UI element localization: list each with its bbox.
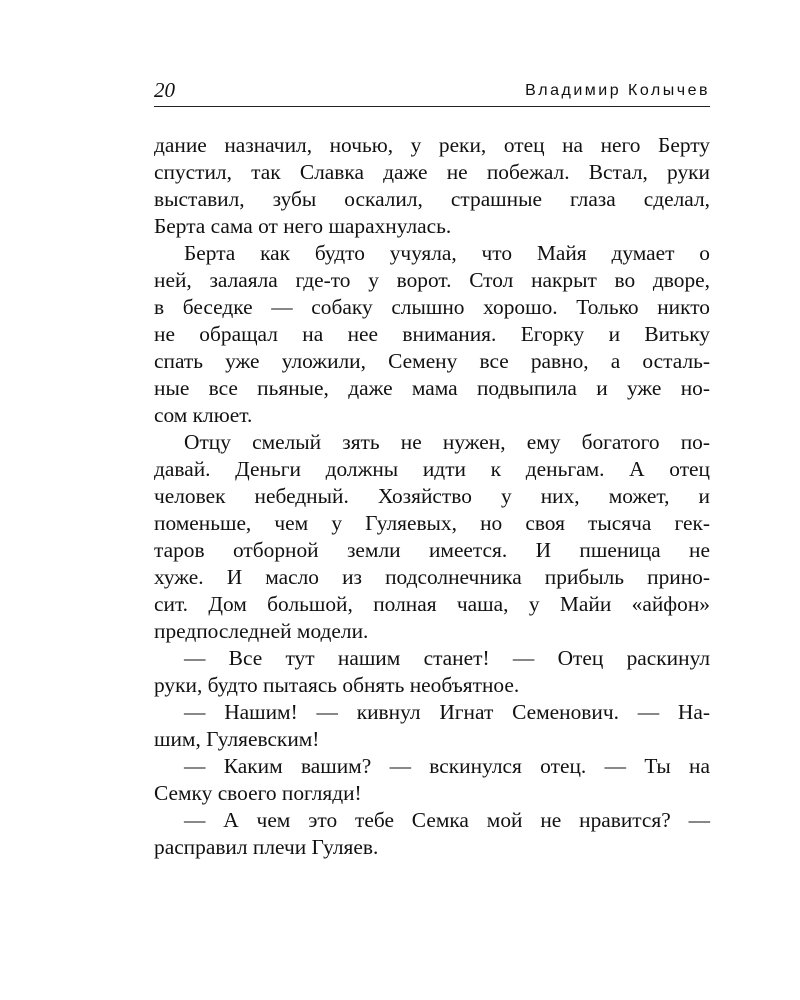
text-line: таров отборной земли имеется. И пшеница не: [154, 538, 710, 562]
text-line: спать уже уложили, Семену все равно, а осталь-: [154, 349, 710, 373]
text-line: — Все тут нашим станет! — Отец раскинул: [184, 646, 710, 670]
paragraph-6: [154, 753, 710, 807]
paragraph-1: [154, 132, 710, 240]
page-number: 20: [154, 78, 175, 102]
text-line: шим, Гуляевским!: [154, 727, 320, 751]
paragraph-4: [154, 645, 710, 699]
text-line: — А чем это тебе Семка мой не нравится? —: [184, 808, 710, 832]
paragraph-3: [154, 429, 710, 645]
paragraph-2: [154, 240, 710, 429]
paragraph-5: [154, 699, 710, 753]
text-line: не обращал на нее внимания. Егорку и Витьку: [154, 322, 710, 346]
text-line: — Нашим! — кивнул Игнат Семенович. — На-: [184, 700, 710, 724]
author-name: Владимир Колычев: [525, 82, 710, 99]
text-line: выставил, зубы оскалил, страшные глаза сделал,: [154, 187, 710, 211]
text-line: руки, будто пытаясь обнять необъятное.: [154, 673, 520, 697]
text-line: дание назначил, ночью, у реки, отец на него Берту: [154, 133, 710, 157]
text-line: Берта как будто учуяла, что Майя думает о: [184, 241, 710, 265]
text-line: предпоследней модели.: [154, 619, 369, 643]
text-line: спустил, так Славка даже не побежал. Встал, руки: [154, 160, 710, 184]
text-line: ней, залаяла где-то у ворот. Стол накрыт во дворе,: [154, 268, 710, 292]
text-line: в беседке — собаку слышно хорошо. Только никто: [154, 295, 710, 319]
text-line: давай. Деньги должны идти к деньгам. А отец: [154, 457, 710, 481]
text-line: ные все пьяные, даже мама подвыпила и уже но-: [154, 376, 710, 400]
text-line: Берта сама от него шарахнулась.: [154, 214, 452, 238]
text-line: расправил плечи Гуляев.: [154, 835, 379, 859]
text-line: Отцу смелый зять не нужен, ему богатого по-: [184, 430, 710, 454]
running-header: [154, 78, 710, 107]
text-line: сит. Дом большой, полная чаша, у Майи «айфон»: [154, 592, 710, 616]
text-line: человек небедный. Хозяйство у них, может, и: [154, 484, 710, 508]
text-line: Семку своего погляди!: [154, 781, 362, 805]
text-line: сом клюет.: [154, 403, 253, 427]
body-text: [154, 132, 710, 861]
text-line: — Каким вашим? — вскинулся отец. — Ты на: [184, 754, 710, 778]
text-line: поменьше, чем у Гуляевых, но своя тысяча гек-: [154, 511, 710, 535]
text-line: хуже. И масло из подсолнечника прибыль прино-: [154, 565, 710, 589]
paragraph-7: [154, 807, 710, 861]
